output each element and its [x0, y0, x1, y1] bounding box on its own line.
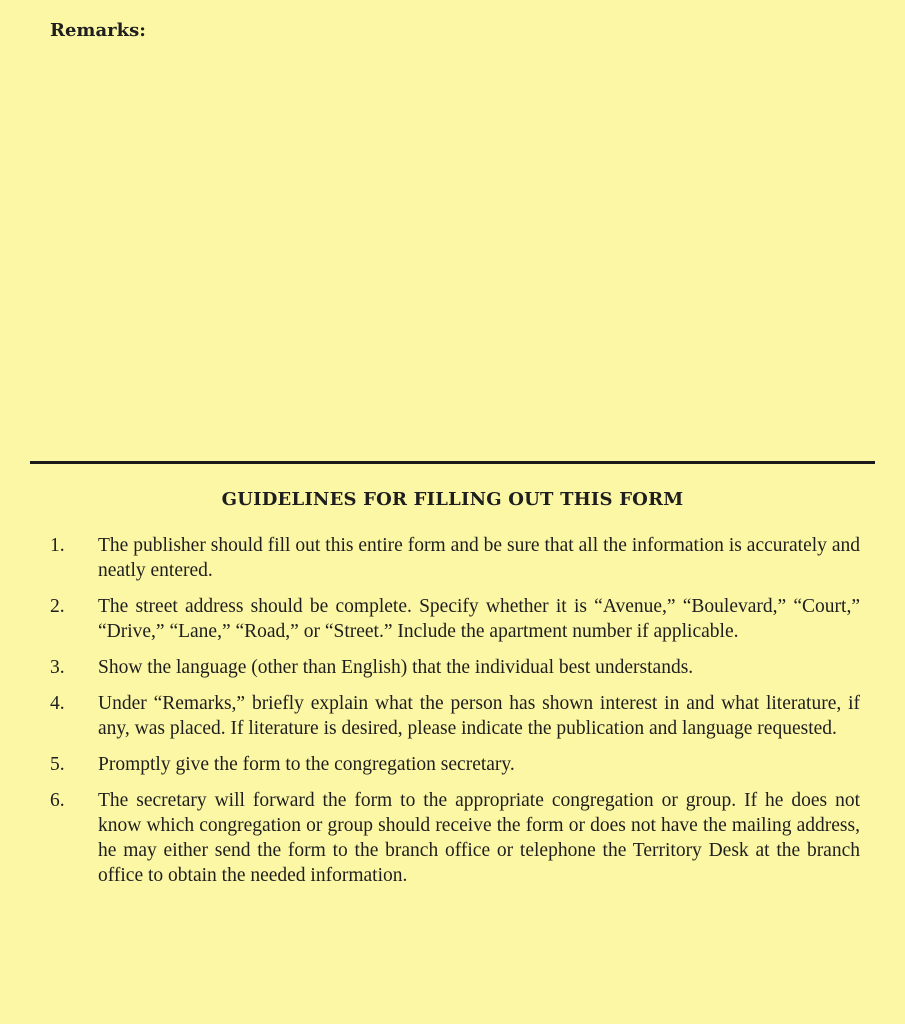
guideline-text: Show the language (other than English) that the individual best understands. — [98, 657, 694, 678]
guideline-item-6 — [50, 788, 860, 888]
guideline-number: 3. — [50, 657, 65, 678]
guideline-number: 6. — [50, 790, 65, 811]
remarks-label: Remarks: — [50, 20, 146, 41]
guideline-text: The street address should be complete. Specify whether it is “Avenue,” “Boulevard,” “Court,” “Drive,” “Lane,” “Road,” or “Street.” Include the apartment number if applicable. — [98, 596, 860, 642]
guidelines-title: GUIDELINES FOR FILLING OUT THIS FORM — [221, 489, 684, 510]
guideline-number: 4. — [50, 693, 65, 714]
guideline-item-1 — [50, 533, 860, 583]
guideline-text: The secretary will forward the form to the appropriate congregation or group. If he does not know which congregation or group should receive the form or does not have the mailing address, he may either send the form to the branch office or telephone the Territory Desk at the branch office to obtain the needed information. — [98, 790, 860, 886]
guidelines-list — [50, 533, 860, 899]
guideline-item-5 — [50, 752, 860, 777]
guideline-item-4 — [50, 691, 860, 741]
guideline-number: 1. — [50, 535, 65, 556]
guideline-number: 5. — [50, 754, 65, 775]
guideline-item-3 — [50, 655, 860, 680]
guideline-text: Promptly give the form to the congregation secretary. — [98, 754, 515, 775]
section-divider — [30, 461, 875, 464]
remarks-writing-area[interactable] — [40, 55, 880, 450]
guideline-number: 2. — [50, 596, 65, 617]
guideline-text: The publisher should fill out this entire form and be sure that all the information is accurately and neatly entered. — [98, 535, 860, 581]
guideline-text: Under “Remarks,” briefly explain what the person has shown interest in and what literature, if any, was placed. If literature is desired, please indicate the publication and language requested. — [98, 693, 860, 739]
guideline-item-2 — [50, 594, 860, 644]
